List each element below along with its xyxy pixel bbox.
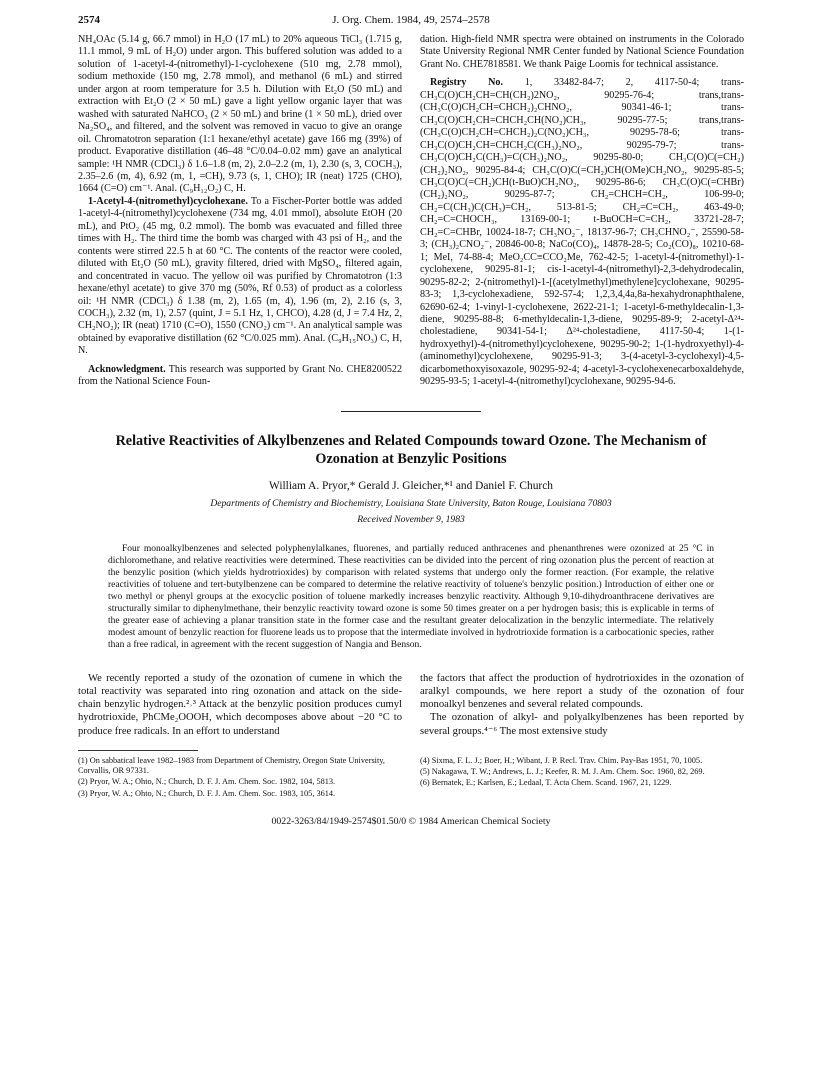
- registry-list: 1, 33482-84-7; 2, 4117-50-4; trans-CH₃C(O)CH₂CH=CH(CH₂)2NO₂, 90295-76-4; trans,trans-(CH₃C(O)CH₂CH=CHCH₂)₂CHNO₂, 90341-46-1; trans-CH₃C(O)CH₂CH=CHCH₂CH(NO₂)CH₃, 90295-77-5; trans,trans-(CH₃C(O)CH₂CH=CHCH₂)₂C(NO₂)CH₃, 90295-78-6; trans-CH₃C(O)CH₂CH=CHCH₂C(CH₃)₂NO₂, 90295-79-7; trans-CH₃C(O)CH₂C(CH₃)=C(CH₃)₂NO₂, 90295-80-0; CH₃C(O)C(=CH₂)(CH₂)₂NO₂, 90295-84-4; CH₃C(O)C(=CH₂)CH(OMe)CH₂NO₂, 90295-85-5; CH₃C(O)C(=CH₂)CH(t-BuO)CH₂NO₂, 90295-86-6; CH₃C(O)C(=CHBr)(CH₂)₂NO₂, 90295-87-7; CH₂=CHCH=CH₂, 106-99-0; CH₂=C(CH₃)C(CH₃)=CH₂, 513-81-5; CH₂=C=CH₂, 463-49-0; CH₂=C=CHOCH₃, 13169-00-1; t-BuOCH=C=CH₂, 33721-28-7; CH₂=C=CHBr, 10024-18-7; CH₃NO₂⁻, 18137-96-7; CH₃CHNO₂⁻, 25590-58-3; (CH₃)₂CNO₂⁻, 20846-00-8; NaCo(CO)₄, 14878-28-5; Co₂(CO)₈, 10210-68-1; MeI, 74-88-4; MeO₂CC≡CCO₂Me, 762-42-5; 1-acetyl-4-(nitromethyl)-1-cyclohexene, 90295-81-1; cis-1-acetyl-4-(nitromethyl)-2,3-dehydrodecalin, 90295-82-2; 2-(nitromethyl)-1-[(acetylmethyl)methylene]cyclohexane, 90295-83-3; 1,3-cyclohexadiene, 592-57-4; 1,2,3,4,4a,8a-hexahydronaphthalene, 62690-62-4; 1-vinyl-1-cyclohexene, 2622-21-1; 1-acetyl-6-methyldecalin-1,3-diene, 90295-88-8; 6-methyldecalin-1,3-diene, 90295-89-9; 2-acetyl-Δ²⁴-cholestadiene, 90341-54-1; Δ²⁴-cholestadiene, 4117-50-4; 1-(1-hydroxyethyl)-4-(nitromethyl)cyclohexene, 90295-90-2; 1-(1-hydroxyethyl)-4-(aminomethyl)cyclohexene, 90295-91-3; 3-(4-acetyl-3-cyclohexyl)-4,5-dicarbomethoxyisoxazole, 90295-92-4; 4-acetyl-3-cyclohexenecarboxaldehyde, 90295-93-5; 1-acetyl-4-(nitromethyl)cyclohexane, 90295-94-6.: [420, 77, 744, 388]
- footnote: (5) Nakagawa, T. W.; Andrews, L. J.; Keefer, R. M. J. Am. Chem. Soc. 1960, 82, 269.: [420, 767, 705, 777]
- acknowledgment-heading: Acknowledgment.: [88, 363, 166, 375]
- right-column: [420, 34, 744, 389]
- footnotes: [78, 756, 744, 800]
- received-date: Received November 9, 1983: [357, 513, 465, 525]
- left-column: [78, 34, 402, 389]
- footnote-rule: [78, 750, 198, 751]
- body-paragraph: We recently reported a study of the ozonation of cumene in which the total reactivity was separated into ring ozonation and attack on the side-chain benzylic hydrogen.²˒³ Attack at the benzylic position produces cumyl hydrotrioxide, PhCMe₂OOOH, which decomposes above about −20 °C to produce free radicals. In an effort to understand: [78, 672, 402, 737]
- abstract: Four monoalkylbenzenes and selected polyphenylalkanes, fluorenes, and partially reduced anthracenes and phenanthrenes were ozonized at 25 °C in dichloromethane, and relative reactivities were determined. These reactivities can be divided into the percent of ring ozonation plus the percent of reaction at the benzylic position (which yields hydrotrioxides) by comparison with related systems that undergo only the former reaction. (For example, the relative reactivities of toluene and tert-butylbenzene can be compared to determine the relative reactivity of toluene's benzylic position.) Introduction of either one or two methyl or phenyl groups at the exocyclic position of toluene markedly increases benzylic reactivity. Although 9,10-dihydroanthracene derivatives are structurally similar to diphenylmethane, their benzylic reactivity toward ozone is some 50 times greater on a per hydrogen basis; this is explicable in terms of the greater ease of achieving a planar transition state in the former case and the resultant greater delocalization in the benzylic intermediate. The relatively modest amount of benzylic reaction for fluorene leads us to propose that the intermediate involved in hydrotrioxide formation is a carbocationic species, rather than a free radical, in agreement with the recent suggestion of Nangia and Benson.: [108, 543, 714, 651]
- body-right-column: [420, 672, 744, 738]
- copyright-footer: 0022-3263/84/1949-2574$01.50/0 © 1984 American Chemical Society: [271, 815, 551, 827]
- experimental-paragraph-2: [78, 196, 402, 358]
- footnote: (2) Pryor, W. A.; Ohto, N.; Church, D. F. J. Am. Chem. Soc. 1982, 104, 5813.: [78, 777, 336, 787]
- page-number: 2574: [78, 14, 100, 26]
- footnote: (6) Bernatek, E.; Karlsen, E.; Ledaal, T. Acta Chem. Scand. 1967, 21, 1229.: [420, 778, 672, 788]
- compound-procedure: To a Fischer-Porter bottle was added 1-acetyl-4-(nitromethyl)cyclohexene (734 mg, 4.01 mmol), absolute EtOH (20 mL), and PtO₂ (45 mg, 0.2 mmol). The bomb was evacuated and filled three times with H₂. The third time the bomb was charged with 43 psi of H₂, and the contents were stirred 22.5 h at 60 °C. The contents of the reactor were cooled, diluted with Et₂O (50 mL), gravity filtered, dried with MgSO₄, filtered again, and concentrated in vacuo. The yellow oil was purified by Chromatotron (1:3 hexane/ethyl acetate) to give 370 mg (50%, Rf 0.53) of product as a colorless oil: ¹H NMR (CDCl₃) δ 1.38 (m, 2), 1.65 (m, 4), 1.96 (m, 2), 2.16 (s, 3, COCH₃), 2.32 (m, 1), 2.57 (quint, J = 5.1 Hz, 1, CHCO), 4.28 (d, J = 7.4 Hz, 2, CH₂NO₂); IR (neat) 1710 (C=O), 1550 (CNO₂) cm⁻¹. An analytical sample was obtained by evaporative distillation (62 °C/0.025 mm). Anal. (C₉H₁₅NO₃) C, H, N.: [78, 195, 402, 357]
- footnotes-right: [420, 756, 744, 800]
- footnotes-left: [78, 756, 402, 800]
- running-head: [78, 14, 744, 34]
- article-affiliation: Departments of Chemistry and Biochemistry, Louisiana State University, Baton Rouge, Louisiana 70803: [210, 497, 612, 509]
- article-body: [78, 672, 744, 738]
- acknowledgment: [78, 364, 402, 389]
- body-paragraph-continued: the factors that affect the production of hydrotrioxides in the ozonation of aralkyl compounds, we here report a study of the ozonation of four monoalkyl benzenes and several related compounds.: [420, 672, 744, 711]
- footnote: (1) On sabbatical leave 1982–1983 from Department of Chemistry, Oregon State University, Corvallis, OR 97331.: [78, 756, 385, 776]
- journal-page: [78, 14, 744, 1054]
- acknowledgment-continued: dation. High-field NMR spectra were obtained on instruments in the Colorado State University Regional NMR Center funded by National Science Foundation Grant No. CHE7818581. We thank Paige Loomis for technical assistance.: [420, 34, 744, 70]
- footnote: (4) Sixma, F. L. J.; Boer, H.; Wibant, J. P. Recl. Trav. Chim. Pay-Bas 1951, 70, 1005.: [420, 756, 703, 766]
- experimental-paragraph: NH₄OAc (5.14 g, 66.7 mmol) in H₂O (17 mL) to 20% aqueous TiCl₃ (1.715 g, 11.1 mmol, 9 mL of H₂O) under argon. This buffered solution was added to a solution of 1-acetyl-4-(nitromethyl)-1-cyclohexene (510 mg, 2.78 mmol), sodium methoxide (150 mg, 2.78 mmol), and methanol (6 mL) and stirred under argon at room temperature for 3.5 h. Dilution with Et₂O (50 mL) and extraction with Et₂O (2 × 50 mL) gave a light yellow organic layer that was washed with saturated NaHCO₃ (2 × 50 mL) and brine (1 × 50 mL), dried over Na₂SO₄, and filtered, and the solvent was removed in vacuo to give an orange oil. Chromatotron separation (1:1 hexane/ethyl acetate) gave 166 mg (39%) of product. Evaporative distillation (46–48 °C/0.04–0.02 mm) gave an analytical sample: ¹H NMR (CDCl₃) δ 1.6–1.8 (m, 2), 2.0–2.2 (m, 1), 2.30 (s, 3, COCH₃), 2.35–2.6 (m, 4), 6.92 (m, 1, =CH), 9.73 (s, 1, CHO); IR (neat) 1725 (CHO), 1664 (C=O) cm⁻¹. Anal. (C₉H₁₂O₂) C, H.: [78, 34, 402, 195]
- article-authors: William A. Pryor,* Gerald J. Gleicher,*¹ and Daniel F. Church: [269, 479, 553, 492]
- article-title: Relative Reactivities of Alkylbenzenes and Related Compounds toward Ozone. The Mechanism of Ozonation at Benzylic Positions: [115, 432, 707, 467]
- body-left-column: [78, 672, 402, 738]
- registry-numbers: [420, 77, 744, 388]
- article-divider: [341, 411, 481, 412]
- registry-heading: Registry No.: [430, 77, 503, 89]
- acknowledgment-text: This research was supported by Grant No. CHE8200522 from the National Science Foun-: [78, 363, 402, 388]
- body-paragraph-2: The ozonation of alkyl- and polyalkylbenzenes has been reported by several groups.⁴⁻⁶ The most extensive study: [420, 712, 744, 737]
- footnote: (3) Pryor, W. A.; Ohto, N.; Church, D. F. J. Am. Chem. Soc. 1983, 105, 3614.: [78, 788, 336, 798]
- previous-article-columns: [78, 34, 744, 389]
- compound-heading: 1-Acetyl-4-(nitromethyl)cyclohexane.: [88, 195, 248, 207]
- journal-citation: J. Org. Chem. 1984, 49, 2574–2578: [332, 14, 490, 26]
